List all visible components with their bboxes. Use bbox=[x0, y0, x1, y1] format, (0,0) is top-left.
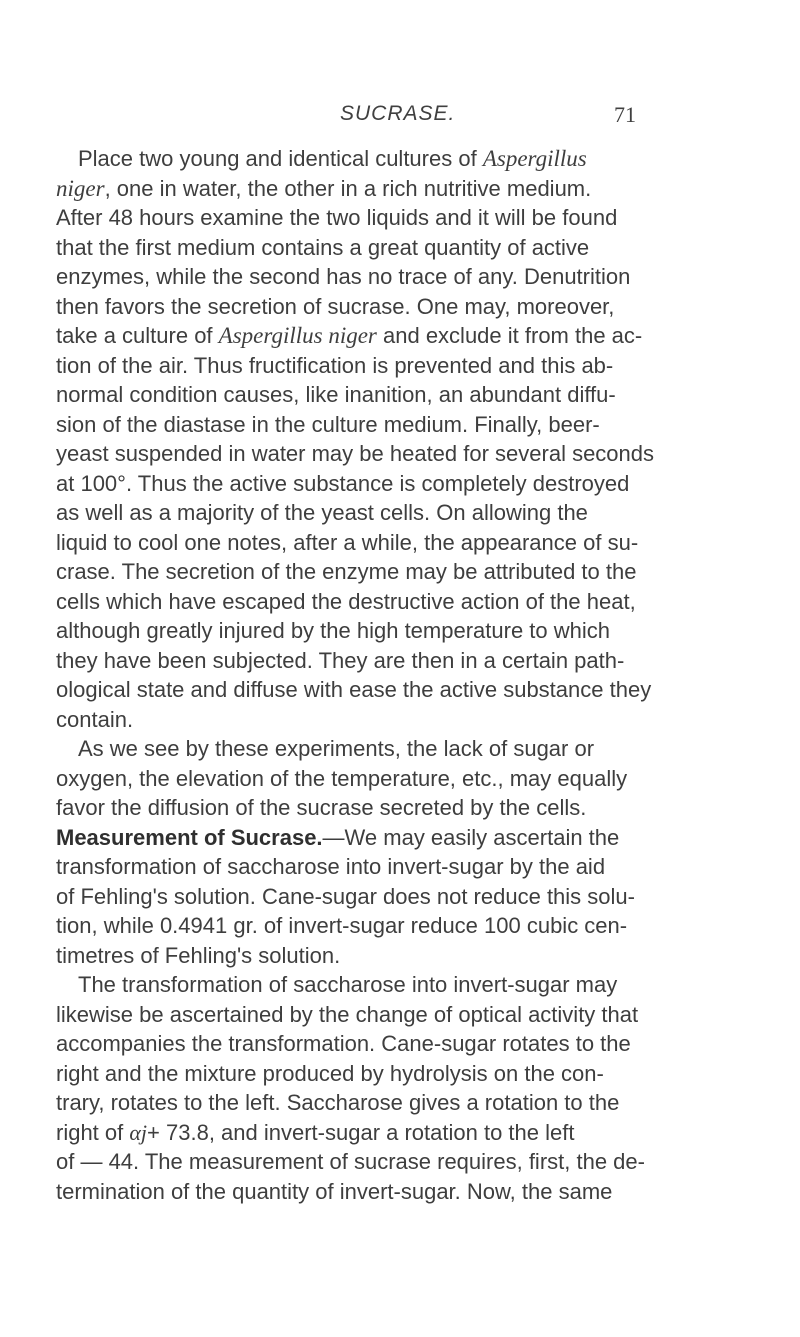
text-line: termination of the quantity of invert-sugar. Now, the same bbox=[56, 1178, 613, 1204]
text-line: although greatly injured by the high temperature to which bbox=[56, 618, 611, 643]
text-line: favor the diffusion of the sucrase secreted by the cells. bbox=[56, 795, 587, 820]
running-title: SUCRASE. bbox=[340, 102, 456, 125]
species-name: Aspergillus niger bbox=[218, 323, 377, 348]
text-line: accompanies the transformation. Cane-sugar rotates to the bbox=[56, 1031, 631, 1056]
text-line: at 100°. Thus the active substance is completely destroyed bbox=[56, 470, 630, 496]
text-span: Place two young and identical cultures of bbox=[78, 146, 483, 171]
text-span: right of bbox=[56, 1119, 130, 1145]
text-line: yeast suspended in water may be heated for several seconds bbox=[56, 441, 655, 466]
text-line: they have been subjected. They are then in a certain path- bbox=[56, 647, 625, 673]
text-line bbox=[56, 1118, 746, 1148]
text-line: The transformation of saccharose into invert-sugar may bbox=[78, 972, 618, 997]
text-span: + 73.8, and invert-sugar a rotation to the left bbox=[147, 1119, 575, 1145]
text-line: liquid to cool one notes, after a while, the appearance of su- bbox=[56, 529, 639, 555]
text-span: —We may easily ascertain the bbox=[322, 824, 620, 850]
running-header bbox=[0, 102, 800, 132]
text-line: tion of the air. Thus fructification is prevented and this ab- bbox=[56, 352, 614, 378]
text-line: likewise be ascertained by the change of optical activity that bbox=[56, 1001, 639, 1027]
species-name: Aspergillus bbox=[482, 146, 587, 171]
text-line: as well as a majority of the yeast cells. On allowing the bbox=[56, 500, 588, 525]
text-line: transformation of saccharose into invert-sugar by the aid bbox=[56, 854, 606, 879]
text-line: ological state and diffuse with ease the active substance they bbox=[56, 677, 652, 702]
rotation-symbol: αj bbox=[129, 1119, 148, 1145]
text-line: crase. The secretion of the enzyme may be attributed to the bbox=[56, 559, 637, 584]
text-line: As we see by these experiments, the lack of sugar or bbox=[78, 736, 595, 761]
text-line: oxygen, the elevation of the temperature, etc., may equally bbox=[56, 765, 628, 791]
text-line: cells which have escaped the destructive action of the heat, bbox=[56, 588, 636, 614]
text-line: trary, rotates to the left. Saccharose gives a rotation to the bbox=[56, 1090, 620, 1115]
text-line: of Fehling's solution. Cane-sugar does not reduce this solu- bbox=[56, 883, 635, 909]
text-span: take a culture of bbox=[56, 323, 219, 348]
text-span: , one in water, the other in a rich nutritive medium. bbox=[104, 175, 592, 201]
section-heading: Measurement of Sucrase. bbox=[56, 824, 323, 850]
text-line: that the first medium contains a great quantity of active bbox=[56, 234, 590, 260]
text-line: tion, while 0.4941 gr. of invert-sugar reduce 100 cubic cen- bbox=[56, 913, 628, 938]
text-line bbox=[56, 144, 746, 174]
text-line bbox=[56, 321, 746, 351]
page-number: 71 bbox=[614, 102, 636, 127]
text-line: right and the mixture produced by hydrolysis on the con- bbox=[56, 1060, 604, 1086]
text-line: After 48 hours examine the two liquids and it will be found bbox=[56, 205, 618, 230]
text-line bbox=[56, 174, 746, 204]
text-line: enzymes, while the second has no trace of any. Denutrition bbox=[56, 264, 631, 289]
species-name: niger bbox=[56, 175, 105, 201]
text-line: then favors the secretion of sucrase. One may, moreover, bbox=[56, 293, 615, 319]
text-line: sion of the diastase in the culture medium. Finally, beer- bbox=[56, 411, 600, 437]
text-line: normal condition causes, like inanition, an abundant diffu- bbox=[56, 382, 616, 407]
text-line: timetres of Fehling's solution. bbox=[56, 942, 341, 968]
text-line bbox=[56, 823, 746, 853]
body-text bbox=[56, 144, 746, 1206]
text-line: of — 44. The measurement of sucrase requires, first, the de- bbox=[56, 1149, 645, 1174]
text-span: and exclude it from the ac- bbox=[376, 323, 643, 348]
text-line: contain. bbox=[56, 706, 134, 732]
